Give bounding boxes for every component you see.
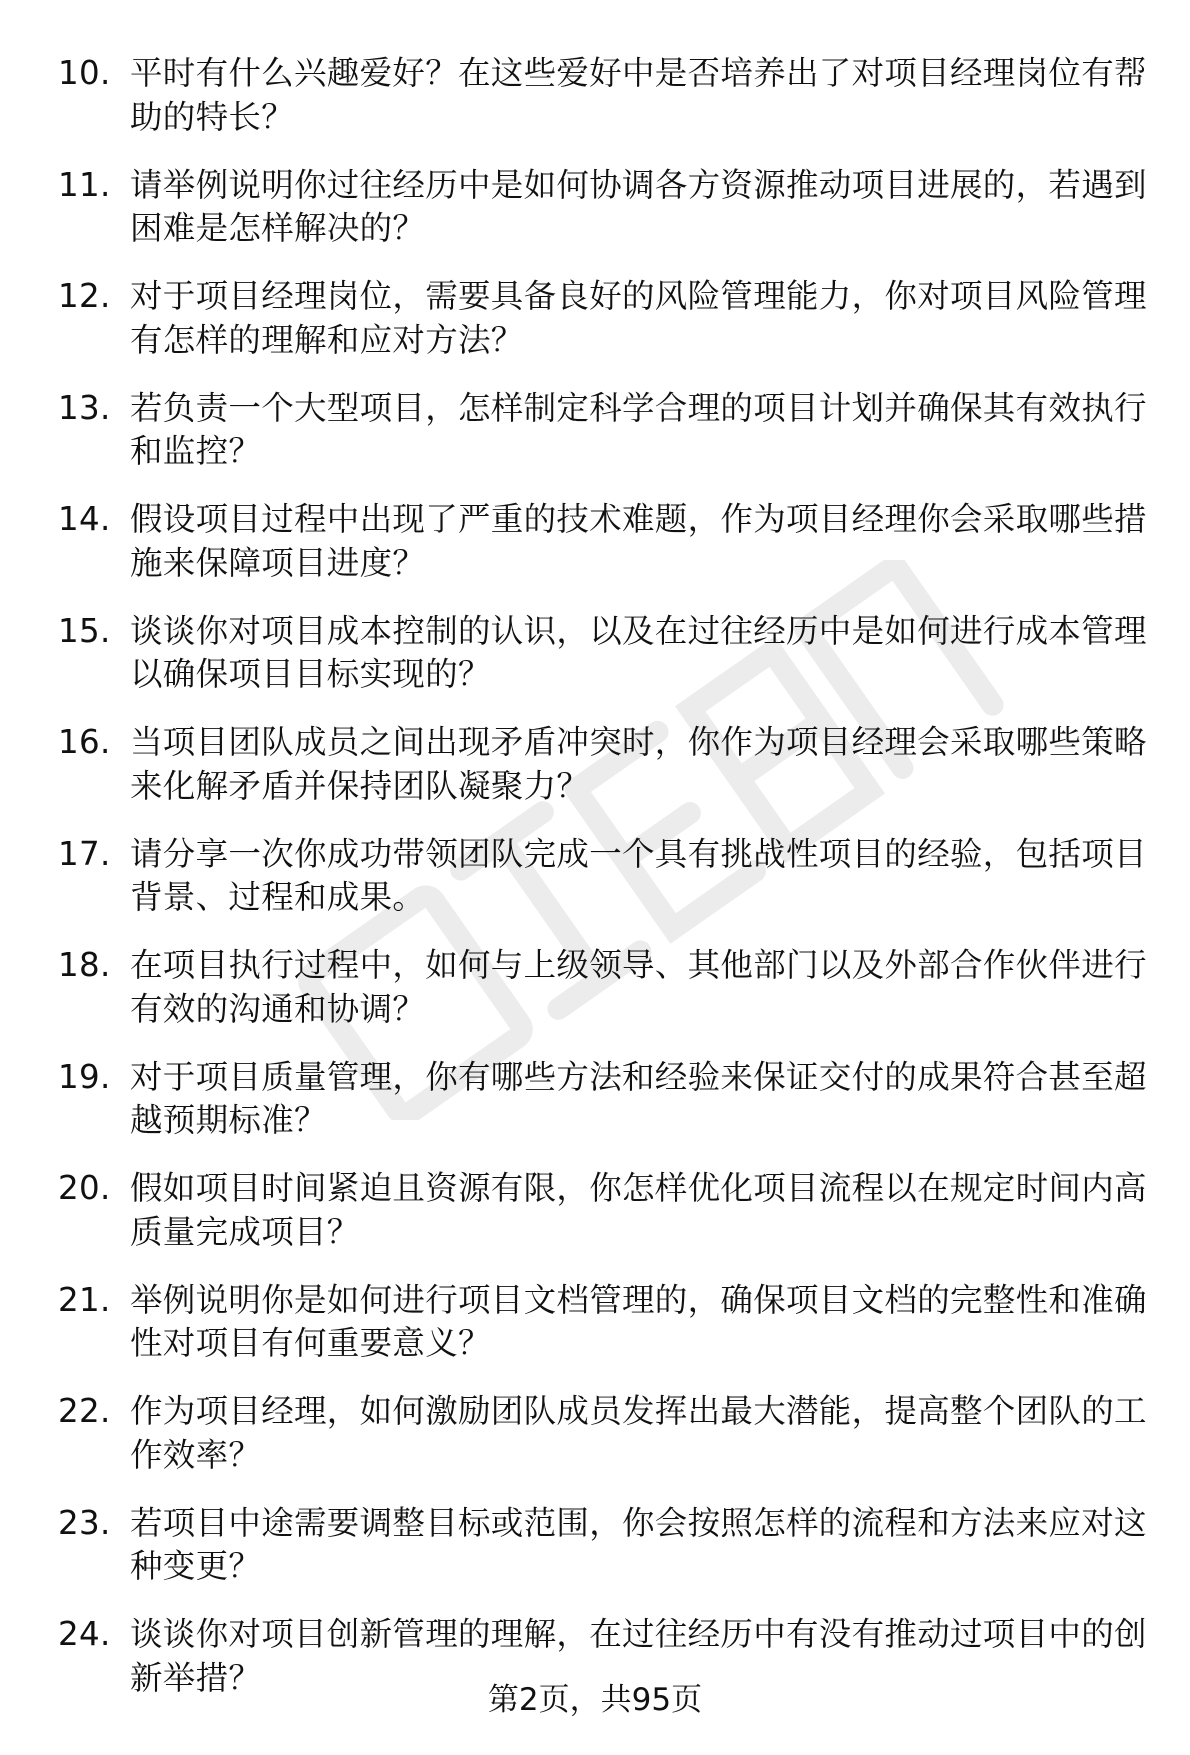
question-item xyxy=(58,387,1158,474)
question-item xyxy=(58,610,1158,697)
question-text: 若项目中途需要调整目标或范围，你会按照怎样的流程和方法来应对这种变更？ xyxy=(130,1503,1147,1585)
question-number: 10. xyxy=(58,54,111,92)
question-text: 假如项目时间紧迫且资源有限，你怎样优化项目流程以在规定时间内高质量完成项目？ xyxy=(130,1169,1147,1251)
question-list xyxy=(58,52,1158,1725)
question-number: 18. xyxy=(58,946,111,984)
question-number: 23. xyxy=(58,1503,111,1542)
question-text: 作为项目经理，如何激励团队成员发挥出最大潜能，提高整个团队的工作效率？ xyxy=(130,1392,1147,1474)
question-item xyxy=(58,275,1158,362)
question-number: 17. xyxy=(58,834,111,873)
question-number: 12. xyxy=(58,277,111,315)
question-number: 16. xyxy=(58,723,111,761)
question-number: 14. xyxy=(58,500,111,538)
question-text: 谈谈你对项目成本控制的认识，以及在过往经历中是如何进行成本管理以确保项目目标实现的？ xyxy=(130,611,1147,693)
question-text: 对于项目经理岗位，需要具备良好的风险管理能力，你对项目风险管理有怎样的理解和应对方法？ xyxy=(130,277,1147,359)
question-text: 对于项目质量管理，你有哪些方法和经验来保证交付的成果符合甚至超越预期标准？ xyxy=(130,1057,1147,1139)
question-item xyxy=(58,498,1158,585)
question-number: 11. xyxy=(58,165,111,204)
question-number: 20. xyxy=(58,1169,111,1207)
question-text: 请举例说明你过往经历中是如何协调各方资源推动项目进展的，若遇到困难是怎样解决的？ xyxy=(130,165,1147,247)
question-item xyxy=(58,1502,1158,1589)
question-number: 24. xyxy=(58,1615,111,1653)
question-item xyxy=(58,1056,1158,1143)
question-number: 21. xyxy=(58,1280,111,1319)
question-text: 假设项目过程中出现了严重的技术难题，作为项目经理你会采取哪些措施来保障项目进度？ xyxy=(130,500,1147,582)
question-number: 13. xyxy=(58,388,111,427)
question-number: 15. xyxy=(58,611,111,650)
question-item xyxy=(58,1167,1158,1254)
question-text: 当项目团队成员之间出现矛盾冲突时，你作为项目经理会采取哪些策略来化解矛盾并保持团队凝聚力？ xyxy=(130,723,1147,805)
question-item xyxy=(58,1390,1158,1477)
question-text: 若负责一个大型项目，怎样制定科学合理的项目计划并确保其有效执行和监控？ xyxy=(130,388,1147,470)
question-text: 举例说明你是如何进行项目文档管理的，确保项目文档的完整性和准确性对项目有何重要意义？ xyxy=(130,1280,1147,1362)
question-text: 谈谈你对项目创新管理的理解，在过往经历中有没有推动过项目中的创新举措？ xyxy=(130,1615,1147,1697)
question-item xyxy=(58,833,1158,920)
question-text: 平时有什么兴趣爱好？在这些爱好中是否培养出了对项目经理岗位有帮助的特长？ xyxy=(130,54,1147,136)
question-number: 22. xyxy=(58,1392,111,1430)
question-item xyxy=(58,52,1158,139)
question-item xyxy=(58,721,1158,808)
question-item xyxy=(58,164,1158,251)
question-number: 19. xyxy=(58,1057,111,1096)
question-item xyxy=(58,944,1158,1031)
question-text: 请分享一次你成功带领团队完成一个具有挑战性项目的经验，包括项目背景、过程和成果。 xyxy=(130,834,1147,916)
question-text: 在项目执行过程中，如何与上级领导、其他部门以及外部合作伙伴进行有效的沟通和协调？ xyxy=(130,946,1147,1028)
page-number-footer: 第2页，共95页 xyxy=(487,1682,703,1718)
question-item xyxy=(58,1279,1158,1366)
